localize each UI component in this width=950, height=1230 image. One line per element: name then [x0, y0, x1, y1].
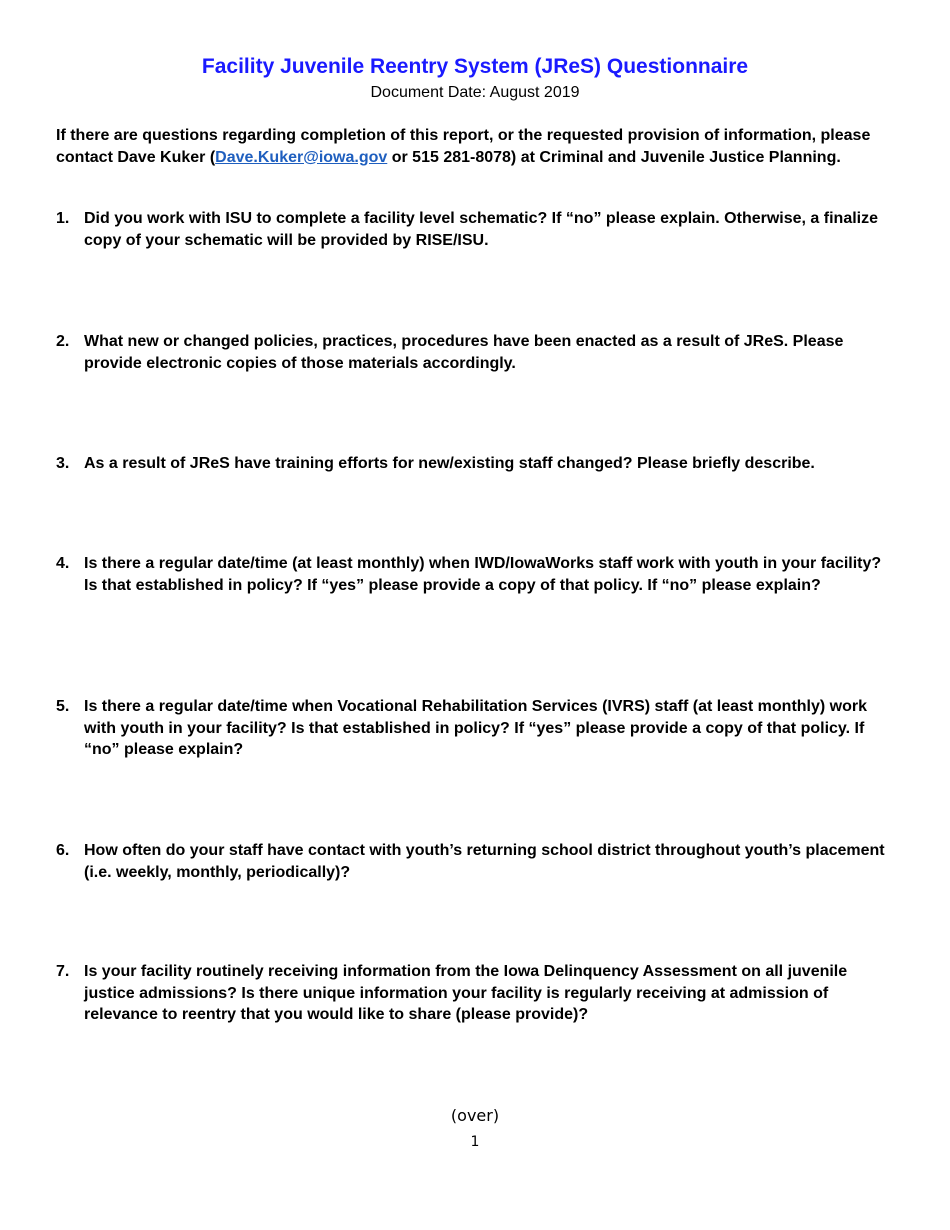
contact-text-end: or 515 281-8078) at Criminal and Juvenile Justice Planning.	[387, 148, 841, 166]
question-3	[56, 453, 896, 475]
question-6	[56, 840, 896, 883]
question-text: Did you work with ISU to complete a facility level schematic? If “no” please explain. Otherwise, a finalize copy of your schematic will be provided by RISE/ISU.	[84, 210, 878, 249]
over-note: (over)	[450, 1106, 500, 1125]
contact-paragraph	[56, 125, 896, 168]
question-number: 4.	[56, 555, 70, 572]
question-text: As a result of JReS have training efforts for new/existing staff changed? Please briefly describe.	[84, 455, 815, 472]
question-number: 3.	[56, 455, 70, 472]
question-text: Is there a regular date/time when Vocational Rehabilitation Services (IVRS) staff (at least monthly) work with youth in your facility? Is that established in policy? If “yes” please provide a copy of that policy. If “no” please explain?	[84, 698, 868, 758]
question-5	[56, 696, 896, 761]
question-text: Is there a regular date/time (at least monthly) when IWD/IowaWorks staff work with youth in your facility? Is that established in policy? If “yes” please provide a copy of that policy. If “no” please explain?	[84, 555, 882, 594]
contact-email-link[interactable]: Dave.Kuker@iowa.gov	[215, 148, 388, 166]
question-7	[56, 961, 896, 1026]
question-text: How often do your staff have contact with youth’s returning school district throughout youth’s placement (i.e. weekly, monthly, periodically)?	[84, 842, 885, 881]
question-2	[56, 331, 896, 374]
document-title: Facility Juvenile Reentry System (JReS) Questionnaire	[201, 55, 749, 78]
question-text: Is your facility routinely receiving information from the Iowa Delinquency Assessment on all juvenile justice admissions? Is there unique information your facility is regularly receiving at admission of relevance to reentry that you would like to share (please provide)?	[84, 963, 848, 1023]
question-4	[56, 553, 896, 596]
question-number: 2.	[56, 333, 70, 350]
document-date: Document Date: August 2019	[370, 84, 580, 101]
contact-text-start: If there are questions regarding completion of this report, or the requested provision of information, please contact Dave Kuker (	[56, 127, 871, 166]
page-number: 1	[470, 1134, 480, 1150]
question-number: 5.	[56, 698, 70, 715]
question-number: 7.	[56, 963, 70, 980]
question-number: 1.	[56, 210, 70, 227]
question-text: What new or changed policies, practices, procedures have been enacted as a result of JReS. Please provide electronic copies of those materials accordingly.	[84, 333, 844, 372]
question-number: 6.	[56, 842, 70, 859]
question-1	[56, 208, 896, 251]
